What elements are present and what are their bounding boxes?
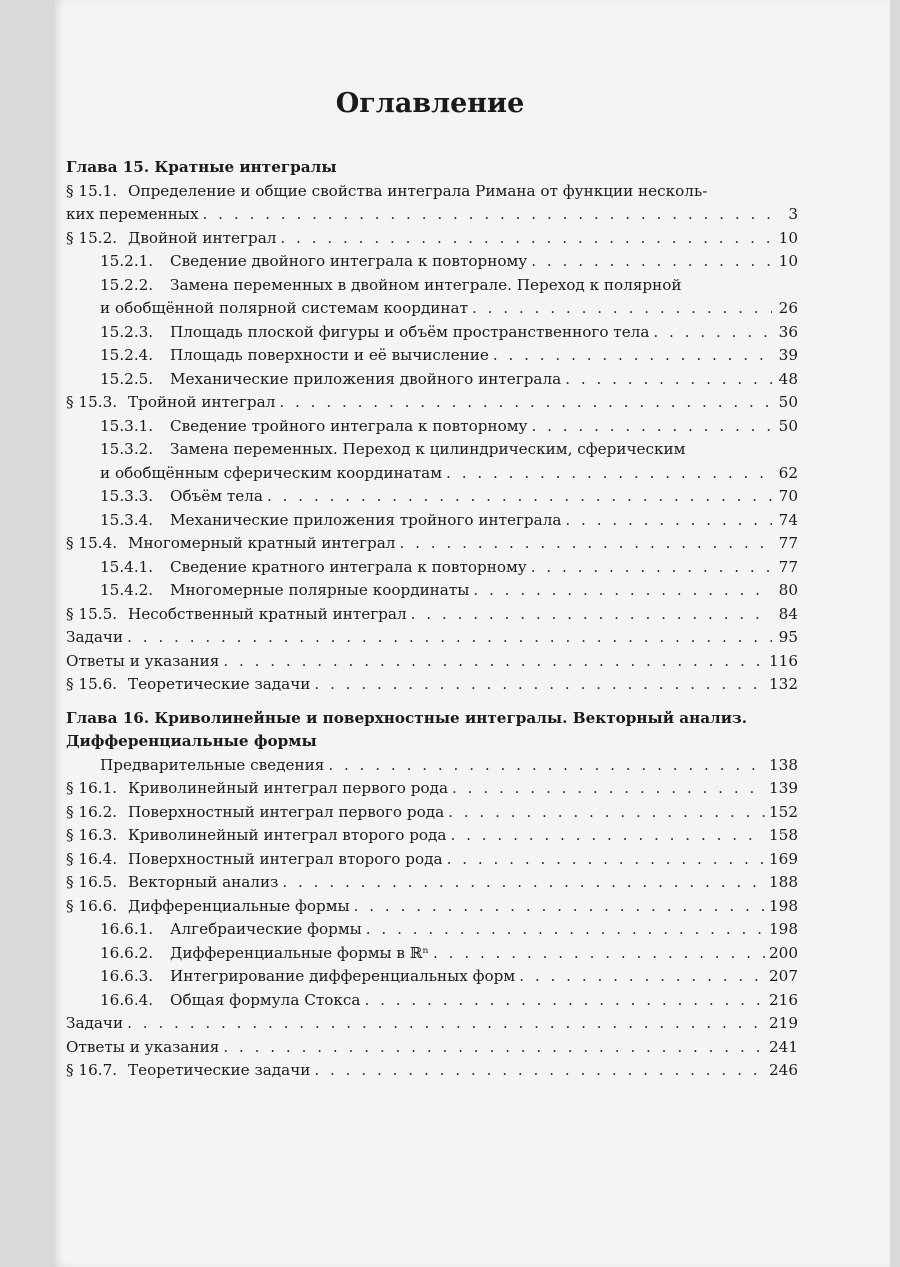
leader-dots: [280, 227, 772, 251]
toc-entry-15-2-1[interactable]: [66, 250, 798, 274]
entry-title: Замена переменных. Переход к цилиндрическим, сферическим: [170, 440, 686, 458]
entry-title: Теоретические задачи: [128, 1061, 311, 1079]
entry-page: 158: [769, 826, 798, 844]
toc-entry-15-3-2-cont[interactable]: [66, 462, 798, 486]
entry-title: Механические приложения двойного интеграла: [170, 369, 562, 388]
entry-page: 169: [769, 849, 798, 868]
toc-entry-15-3-4[interactable]: [66, 509, 798, 533]
toc-entry-15-6[interactable]: [66, 673, 798, 697]
leader-dots: [411, 603, 772, 627]
entry-page: 10: [778, 228, 798, 247]
entry-page: 39: [778, 346, 798, 364]
entry-page: 70: [778, 487, 798, 505]
entry-page: 216: [769, 990, 798, 1009]
entry-number: 15.2.2.: [100, 275, 154, 294]
toc-entry-15-3-2[interactable]: [66, 438, 798, 462]
toc-entry-15-answers[interactable]: [66, 650, 798, 674]
leader-dots: [279, 391, 772, 415]
leader-dots: [223, 1036, 765, 1060]
leader-dots: [366, 918, 765, 942]
entry-number: 15.3.2.: [100, 440, 154, 458]
toc-entry-16-6[interactable]: [66, 895, 798, 919]
entry-number: 15.3.1.: [100, 416, 154, 435]
leader-dots: [450, 824, 765, 848]
entry-page: 50: [778, 416, 798, 435]
entry-page: 26: [778, 299, 798, 317]
entry-number: § 16.3.: [66, 826, 118, 844]
toc-entry-16-1[interactable]: [66, 777, 798, 801]
entry-title: Предварительные сведения: [100, 755, 325, 774]
entry-title: Поверхностный интеграл второго рода: [128, 849, 443, 868]
leader-dots: [565, 509, 772, 533]
entry-number: § 15.4.: [66, 534, 118, 552]
toc-entry-16-4[interactable]: [66, 848, 798, 872]
entry-page: 219: [769, 1014, 798, 1032]
entry-number: 15.2.4.: [100, 346, 154, 364]
entry-title: Многомерные полярные координаты: [170, 581, 470, 599]
entry-number: 16.6.2.: [100, 943, 154, 962]
leader-dots: [446, 462, 772, 486]
leader-dots: [328, 754, 765, 778]
leader-dots: [531, 556, 772, 580]
toc-entry-15-2-4[interactable]: [66, 344, 798, 368]
leader-dots: [314, 1059, 765, 1083]
entry-number: 16.6.3.: [100, 967, 154, 985]
entry-page: 116: [769, 651, 798, 670]
entry-number: 16.6.1.: [100, 920, 154, 938]
entry-page: 152: [769, 802, 798, 821]
entry-number: 15.2.1.: [100, 252, 154, 270]
entry-number: 16.6.4.: [100, 990, 154, 1009]
toc-entry-16-5[interactable]: [66, 871, 798, 895]
leader-dots: [314, 673, 765, 697]
entry-page: 77: [778, 534, 798, 552]
entry-title: Ответы и указания: [66, 1037, 220, 1056]
toc-entry-16-6-2[interactable]: [66, 942, 798, 966]
entry-title: Механические приложения тройного интеграла: [170, 510, 562, 529]
entry-number: 15.4.2.: [100, 581, 154, 599]
toc-entry-16-6-3[interactable]: [66, 965, 798, 989]
entry-page: 139: [769, 779, 798, 797]
entry-page: 80: [778, 581, 798, 599]
entry-number: 15.3.3.: [100, 487, 154, 505]
toc-entry-15-2-2-cont[interactable]: [66, 297, 798, 321]
entry-title: Интегрирование дифференциальных форм: [170, 967, 516, 985]
entry-page: 3: [788, 205, 798, 223]
entry-page: 50: [778, 393, 798, 411]
chapter-15-heading: Глава 15. Кратные интегралы: [66, 158, 337, 176]
entry-page: 241: [769, 1037, 798, 1056]
leader-dots: [267, 485, 772, 509]
leader-dots: [127, 1012, 765, 1036]
entry-page: 200: [769, 943, 798, 962]
leader-dots: [399, 532, 772, 556]
entry-number: § 16.1.: [66, 779, 118, 797]
entry-number: § 15.2.: [66, 228, 118, 247]
chapter-16-heading-cont: Дифференциальные формы: [66, 732, 317, 750]
entry-page: 188: [769, 873, 798, 891]
entry-title: и обобщённым сферическим координатам: [100, 463, 443, 482]
entry-page: 95: [778, 628, 798, 646]
entry-title: Несобственный кратный интеграл: [128, 604, 407, 623]
entry-title: Определение и общие свойства интеграла Римана от функции несколь-: [128, 181, 708, 200]
entry-page: 36: [778, 322, 798, 341]
leader-dots: [433, 942, 765, 966]
entry-page: 62: [778, 463, 798, 482]
entry-title: Замена переменных в двойном интеграле. Переход к полярной: [170, 275, 682, 294]
leader-dots: [364, 989, 765, 1013]
entry-number: § 15.3.: [66, 393, 118, 411]
leader-dots: [282, 871, 765, 895]
entry-title: Задачи: [66, 628, 124, 646]
leader-dots: [472, 297, 772, 321]
entry-page: 198: [769, 896, 798, 915]
toc-entry-15-3-1[interactable]: [66, 415, 798, 439]
entry-title: Криволинейный интеграл первого рода: [128, 779, 449, 797]
entry-title: Многомерный кратный интеграл: [128, 534, 396, 552]
chapter-16-heading: Глава 16. Криволинейные и поверхностные интегралы. Векторный анализ.: [66, 708, 747, 727]
entry-number: § 16.5.: [66, 873, 118, 891]
entry-title: Задачи: [66, 1014, 124, 1032]
toc-entry-16-answers[interactable]: [66, 1036, 798, 1060]
entry-number: 15.4.1.: [100, 557, 154, 576]
entry-title: и обобщённой полярной системам координат: [100, 299, 468, 317]
toc-entry-15-4-2[interactable]: [66, 579, 798, 603]
toc-entry-15-4[interactable]: [66, 532, 798, 556]
toc-entry-15-1-cont[interactable]: [66, 203, 798, 227]
entry-title: Сведение кратного интеграла к повторному: [170, 557, 527, 576]
entry-page: 77: [778, 557, 798, 576]
leader-dots: [473, 579, 772, 603]
leader-dots: [223, 650, 765, 674]
toc-entry-16-2[interactable]: [66, 801, 798, 825]
entry-number: § 16.2.: [66, 802, 118, 821]
entry-title: Теоретические задачи: [128, 675, 311, 693]
entry-title: Алгебраические формы: [170, 920, 362, 938]
leader-dots: [354, 895, 765, 919]
entry-page: 132: [769, 675, 798, 693]
entry-title: Площадь поверхности и её вычисление: [170, 346, 489, 364]
entry-page: 48: [778, 369, 798, 388]
leader-dots: [653, 321, 772, 345]
toc-entry-16-3[interactable]: [66, 824, 798, 848]
leader-dots: [452, 777, 765, 801]
entry-page: 138: [769, 755, 798, 774]
toc-entry-15-2-3[interactable]: [66, 321, 798, 345]
leader-dots: [203, 203, 772, 227]
toc-entry-15-4-1[interactable]: [66, 556, 798, 580]
toc-entry-16-7[interactable]: [66, 1059, 798, 1083]
leader-dots: [531, 250, 772, 274]
leader-dots: [127, 626, 772, 650]
table-of-contents: [66, 156, 798, 1083]
entry-title: ких переменных: [66, 205, 199, 223]
toc-entry-15-1[interactable]: [66, 180, 798, 204]
entry-number: 15.2.3.: [100, 322, 154, 341]
toc-entry-16-6-4[interactable]: [66, 989, 798, 1013]
leader-dots: [448, 801, 765, 825]
leader-dots: [493, 344, 772, 368]
toc-entry-15-5[interactable]: [66, 603, 798, 627]
toc-entry-15-2-5[interactable]: [66, 368, 798, 392]
entry-number: § 15.5.: [66, 604, 118, 623]
entry-title: Ответы и указания: [66, 651, 220, 670]
entry-page: 207: [769, 967, 798, 985]
entry-number: § 16.7.: [66, 1061, 118, 1079]
entry-title: Тройной интеграл: [128, 393, 276, 411]
toc-entry-16-problems[interactable]: [66, 1012, 798, 1036]
entry-number: § 15.6.: [66, 675, 118, 693]
entry-number: § 16.6.: [66, 896, 118, 915]
leader-dots: [447, 848, 765, 872]
toc-entry-16-6-1[interactable]: [66, 918, 798, 942]
entry-page: 10: [778, 252, 798, 270]
entry-number: § 15.1.: [66, 181, 118, 200]
entry-page: 198: [769, 920, 798, 938]
toc-entry-15-2[interactable]: [66, 227, 798, 251]
entry-title: Сведение тройного интеграла к повторному: [170, 416, 528, 435]
entry-number: 15.3.4.: [100, 510, 154, 529]
entry-number: 15.2.5.: [100, 369, 154, 388]
leader-dots: [565, 368, 772, 392]
toc-entry-15-3[interactable]: [66, 391, 798, 415]
page-title: Оглавление: [335, 88, 525, 119]
entry-title: Площадь плоской фигуры и объём пространственного тела: [170, 322, 650, 341]
toc-entry-15-problems[interactable]: [66, 626, 798, 650]
entry-title: Сведение двойного интеграла к повторному: [170, 252, 528, 270]
entry-page: 246: [769, 1061, 798, 1079]
entry-title: Векторный анализ: [128, 873, 279, 891]
entry-title: Криволинейный интеграл второго рода: [128, 826, 447, 844]
toc-entry-16-prelim[interactable]: [66, 754, 798, 778]
toc-entry-15-2-2[interactable]: [66, 274, 798, 298]
toc-entry-15-3-3[interactable]: [66, 485, 798, 509]
entry-title: Объём тела: [170, 487, 263, 505]
entry-page: 74: [778, 510, 798, 529]
entry-title: Дифференциальные формы в ℝⁿ: [170, 943, 430, 962]
entry-title: Дифференциальные формы: [128, 896, 350, 915]
leader-dots: [519, 965, 765, 989]
entry-title: Общая формула Стокса: [170, 990, 361, 1009]
entry-number: § 16.4.: [66, 849, 118, 868]
leader-dots: [531, 415, 772, 439]
entry-title: Двойной интеграл: [128, 228, 277, 247]
entry-title: Поверхностный интеграл первого рода: [128, 802, 445, 821]
entry-page: 84: [778, 604, 798, 623]
